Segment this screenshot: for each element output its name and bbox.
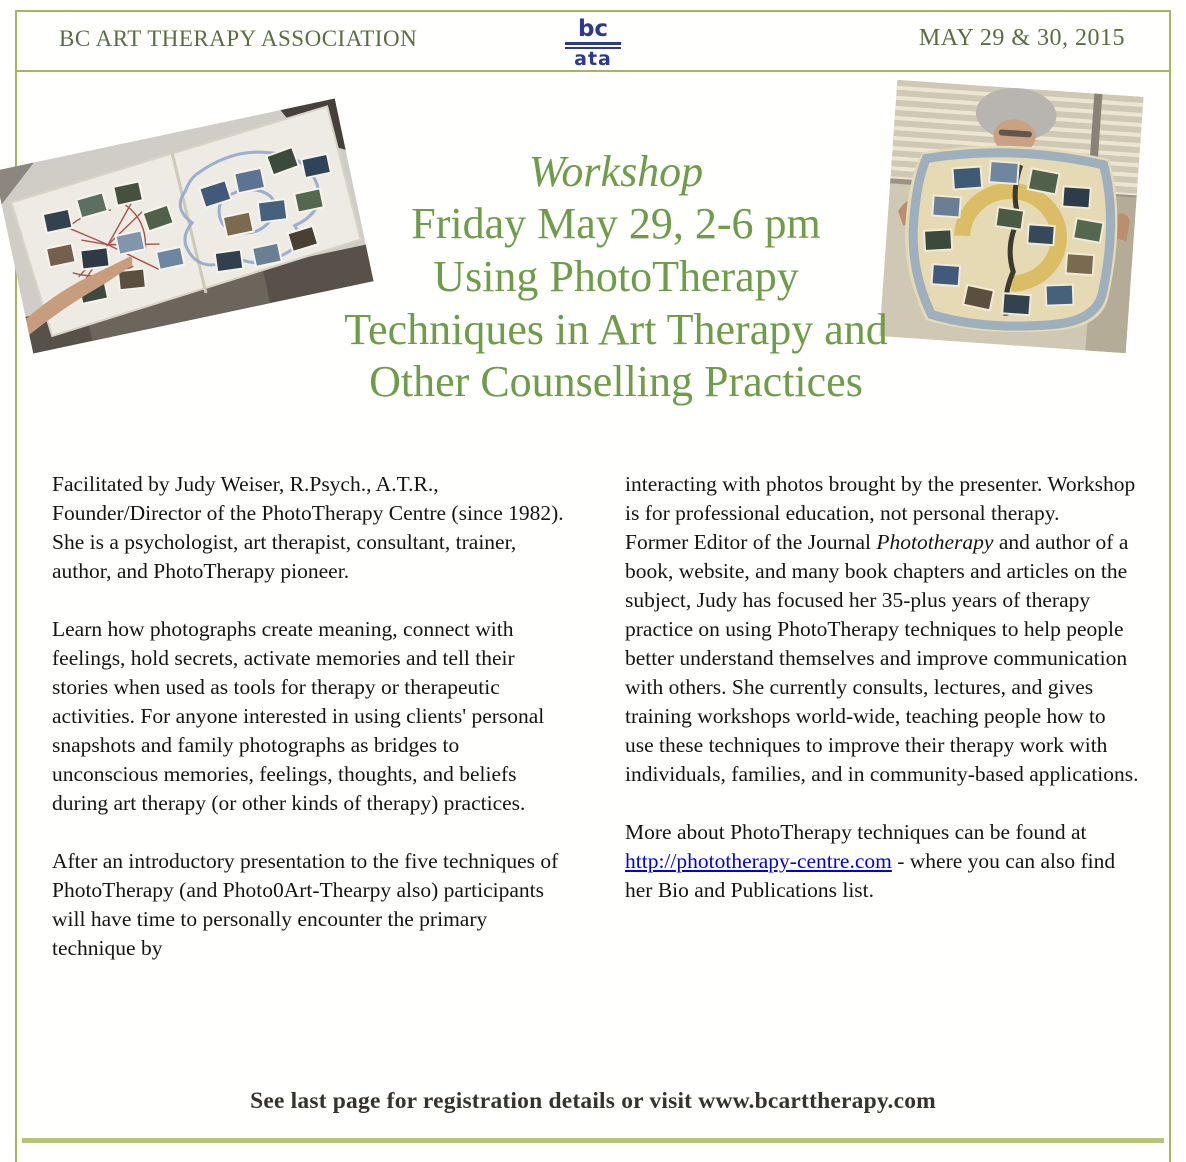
workshop-title-line: Techniques in Art Therapy and: [344, 304, 888, 354]
workshop-kicker: Workshop: [528, 147, 704, 196]
registration-note: See last page for registration details or visit www.bcarttherapy.com: [250, 1088, 936, 1114]
footer-rule: [22, 1138, 1164, 1143]
logo-text-bottom: ata: [565, 47, 621, 69]
header-bar: [17, 12, 1169, 70]
org-title: BC ART THERAPY ASSOCIATION: [59, 26, 418, 51]
bcata-logo-icon: [565, 18, 621, 69]
paragraph-learn: Learn how photographs create meaning, connect with feelings, hold secrets, activate memories and tell their stories when used as tools for therapy or therapeutic activities. For anyone interested in using clients' personal snapshots and family photographs as bridges to unconscious memories, feelings, thoughts, and beliefs during art therapy (or other kinds of therapy) practices.: [52, 617, 545, 815]
phototherapy-centre-link[interactable]: http://phototherapy-centre.com: [625, 849, 892, 873]
workshop-title-block: [46, 146, 1186, 409]
paragraph-facilitator: Facilitated by Judy Weiser, R.Psych., A.T.R., Founder/Director of the PhotoTherapy Centre (since 1982). She is a psychologist, art therapist, consultant, trainer, author, and PhotoTherapy pioneer.: [52, 472, 564, 583]
body-column-right: [625, 470, 1139, 905]
logo-text-top: bc: [565, 18, 621, 45]
header-rule-bottom: [15, 70, 1171, 72]
workshop-title-line: Friday May 29, 2-6 pm: [411, 198, 821, 248]
paragraph-interacting: interacting with photos brought by the presenter. Workshop is for professional education, not personal therapy.: [625, 472, 1136, 525]
paragraph-after-intro: After an introductory presentation to the five techniques of PhotoTherapy (and Photo0Art-Thearpy also) participants will have time to personally encounter the primary technique by: [52, 849, 559, 960]
event-dates: MAY 29 & 30, 2015: [918, 25, 1125, 51]
workshop-title-line: Other Counselling Practices: [369, 357, 863, 407]
paragraph-former-editor: Former Editor of the Journal Phototherapy and author of a book, website, and many book chapters and articles on the subject, Judy has focused her 35-plus years of therapy practice on using PhotoTherapy techniques to help people better understand themselves and improve communication with others. She currently consults, lectures, and gives training workshops world-wide, teaching people how to use these techniques to improve their therapy work with individuals, families, and in community-based applications.: [625, 530, 1139, 786]
workshop-title-line: Using PhotoTherapy: [433, 251, 799, 301]
paragraph-more-about: More about PhotoTherapy techniques can be found at http://phototherapy-centre.com - where you can also find her Bio and Publications list.: [625, 820, 1116, 902]
body-column-left: [52, 470, 566, 963]
